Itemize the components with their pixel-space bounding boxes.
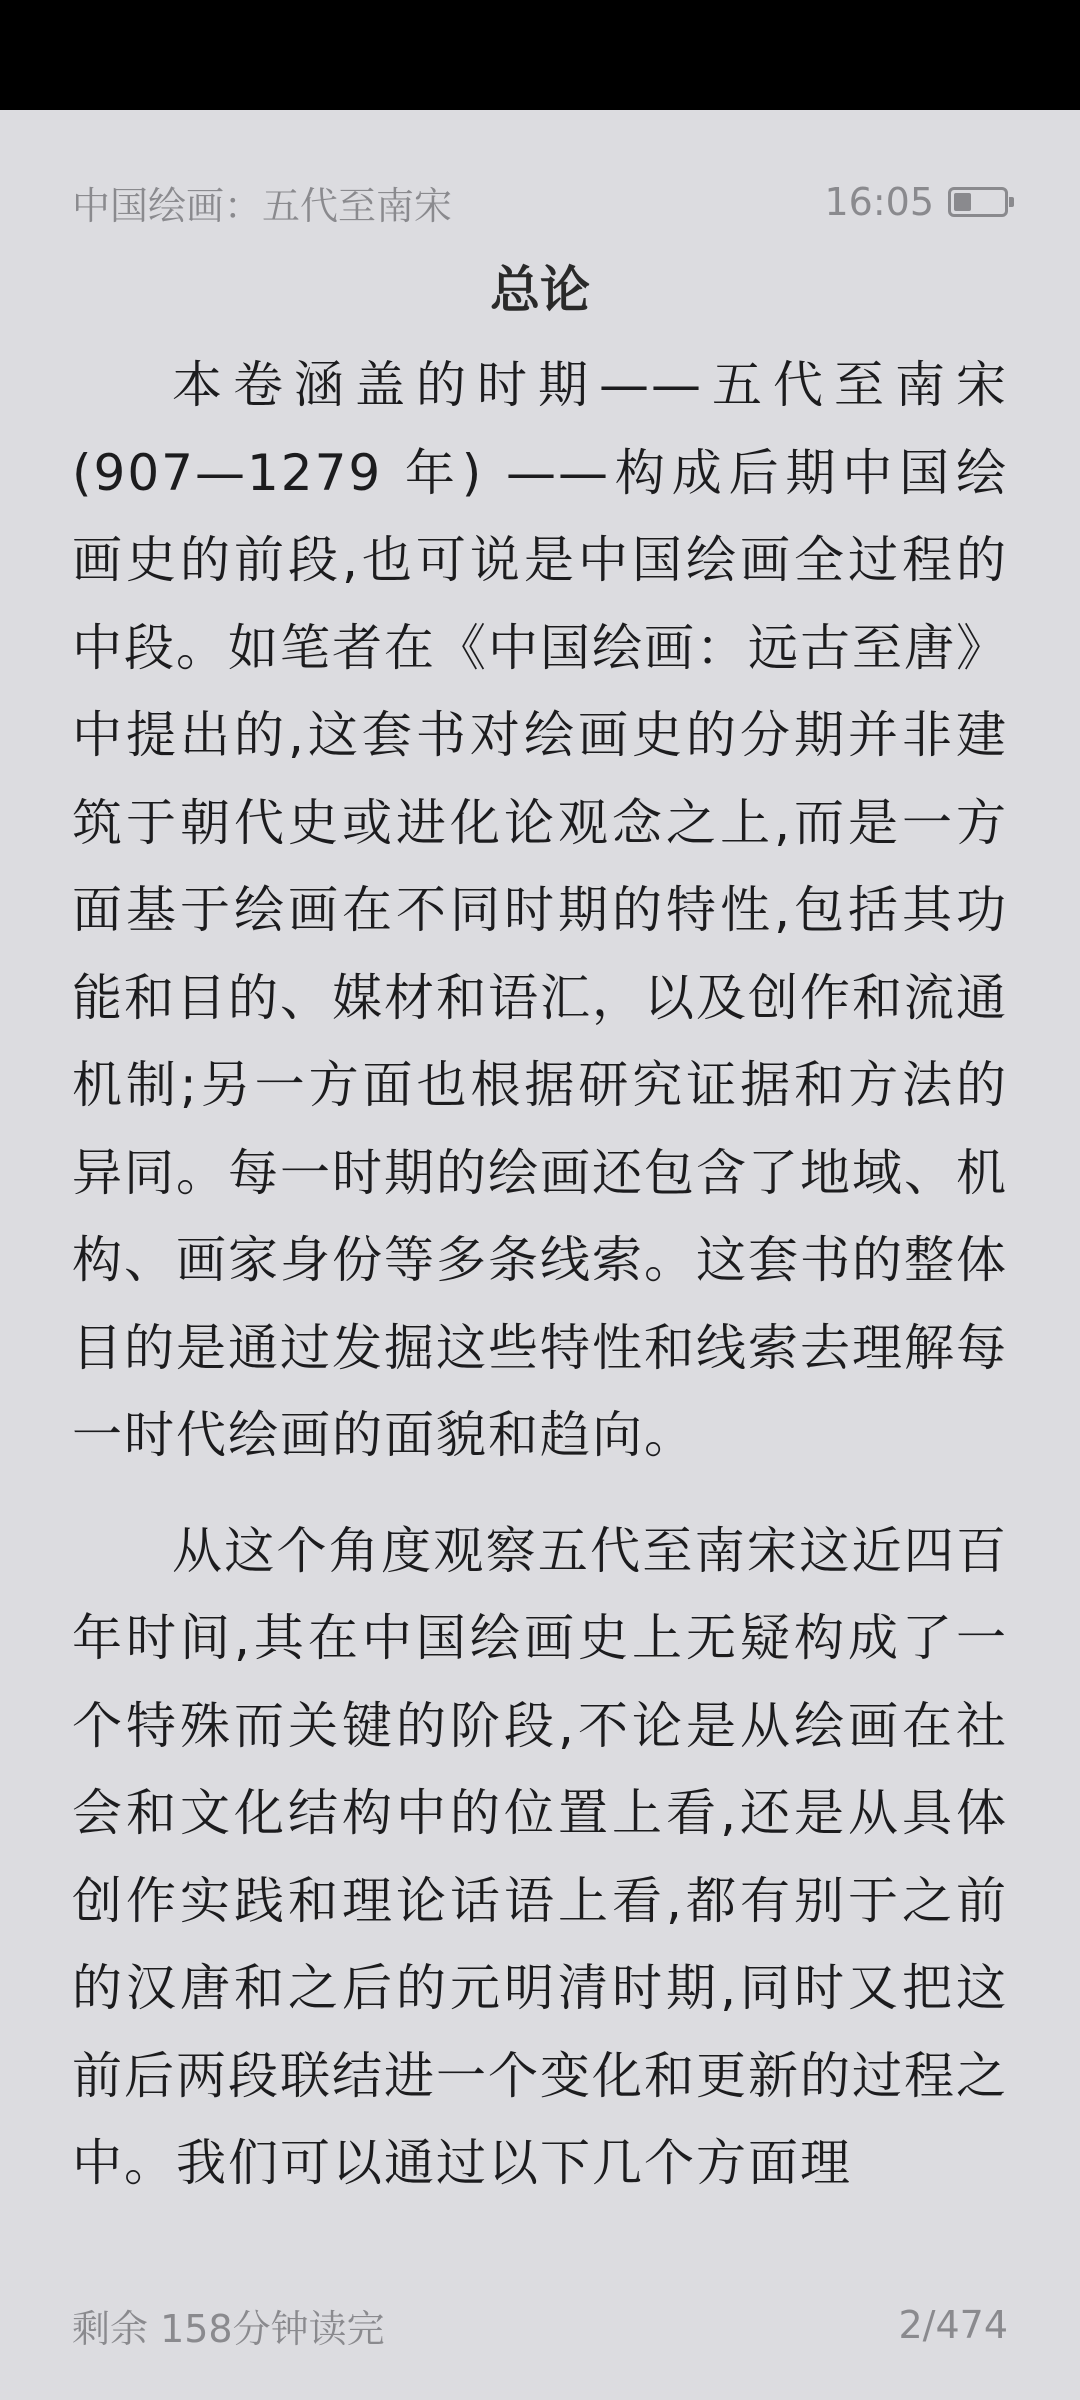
paragraph[interactable]: 从这个角度观察五代至南宋这近四百年时间,其在中国绘画史上无疑构成了一个特殊而关键的阶段,不论是从绘画在社会和文化结构中的位置上看,还是从具体创作实践和理论话语上看,都有别于之前的汉唐和之后的元明清时期,同时又把这前后两段联结进一个变化和更新的过程之中。我们可以通过以下几个方面理	[72, 1521, 1008, 2192]
reader-page[interactable]	[0, 110, 1080, 2400]
reader-footer	[72, 2295, 1008, 2355]
chapter-content[interactable]	[72, 342, 1008, 2236]
status-bar	[0, 0, 1080, 110]
reader-header	[72, 172, 1008, 232]
book-title: 中国绘画：五代至南宋	[72, 183, 453, 228]
battery-icon	[948, 187, 1008, 217]
clock-time: 16:05	[824, 180, 934, 224]
battery-level-fill	[954, 193, 971, 211]
chapter-title: 总论	[490, 261, 590, 319]
reading-time-remaining: 剩余 158分钟读完	[72, 2306, 385, 2351]
paragraph[interactable]: 本卷涵盖的时期——五代至南宋(907—1279 年) ——构成后期中国绘画史的前段,也可说是中国绘画全过程的中段。如笔者在《中国绘画：远古至唐》中提出的,这套书对绘画史的分期并非建筑于朝代史或进化论观念之上,而是一方面基于绘画在不同时期的特性,包括其功能和目的、媒材和语汇，以及创作和流通机制;另一方面也根据研究证据和方法的异同。每一时期的绘画还包含了地域、机构、画家身份等多条线索。这套书的整体目的是通过发掘这些特性和线索去理解每一时代绘画的面貌和趋向。	[72, 356, 1008, 1464]
page-indicator: 2/474	[898, 2303, 1008, 2347]
header-status	[824, 180, 1008, 224]
